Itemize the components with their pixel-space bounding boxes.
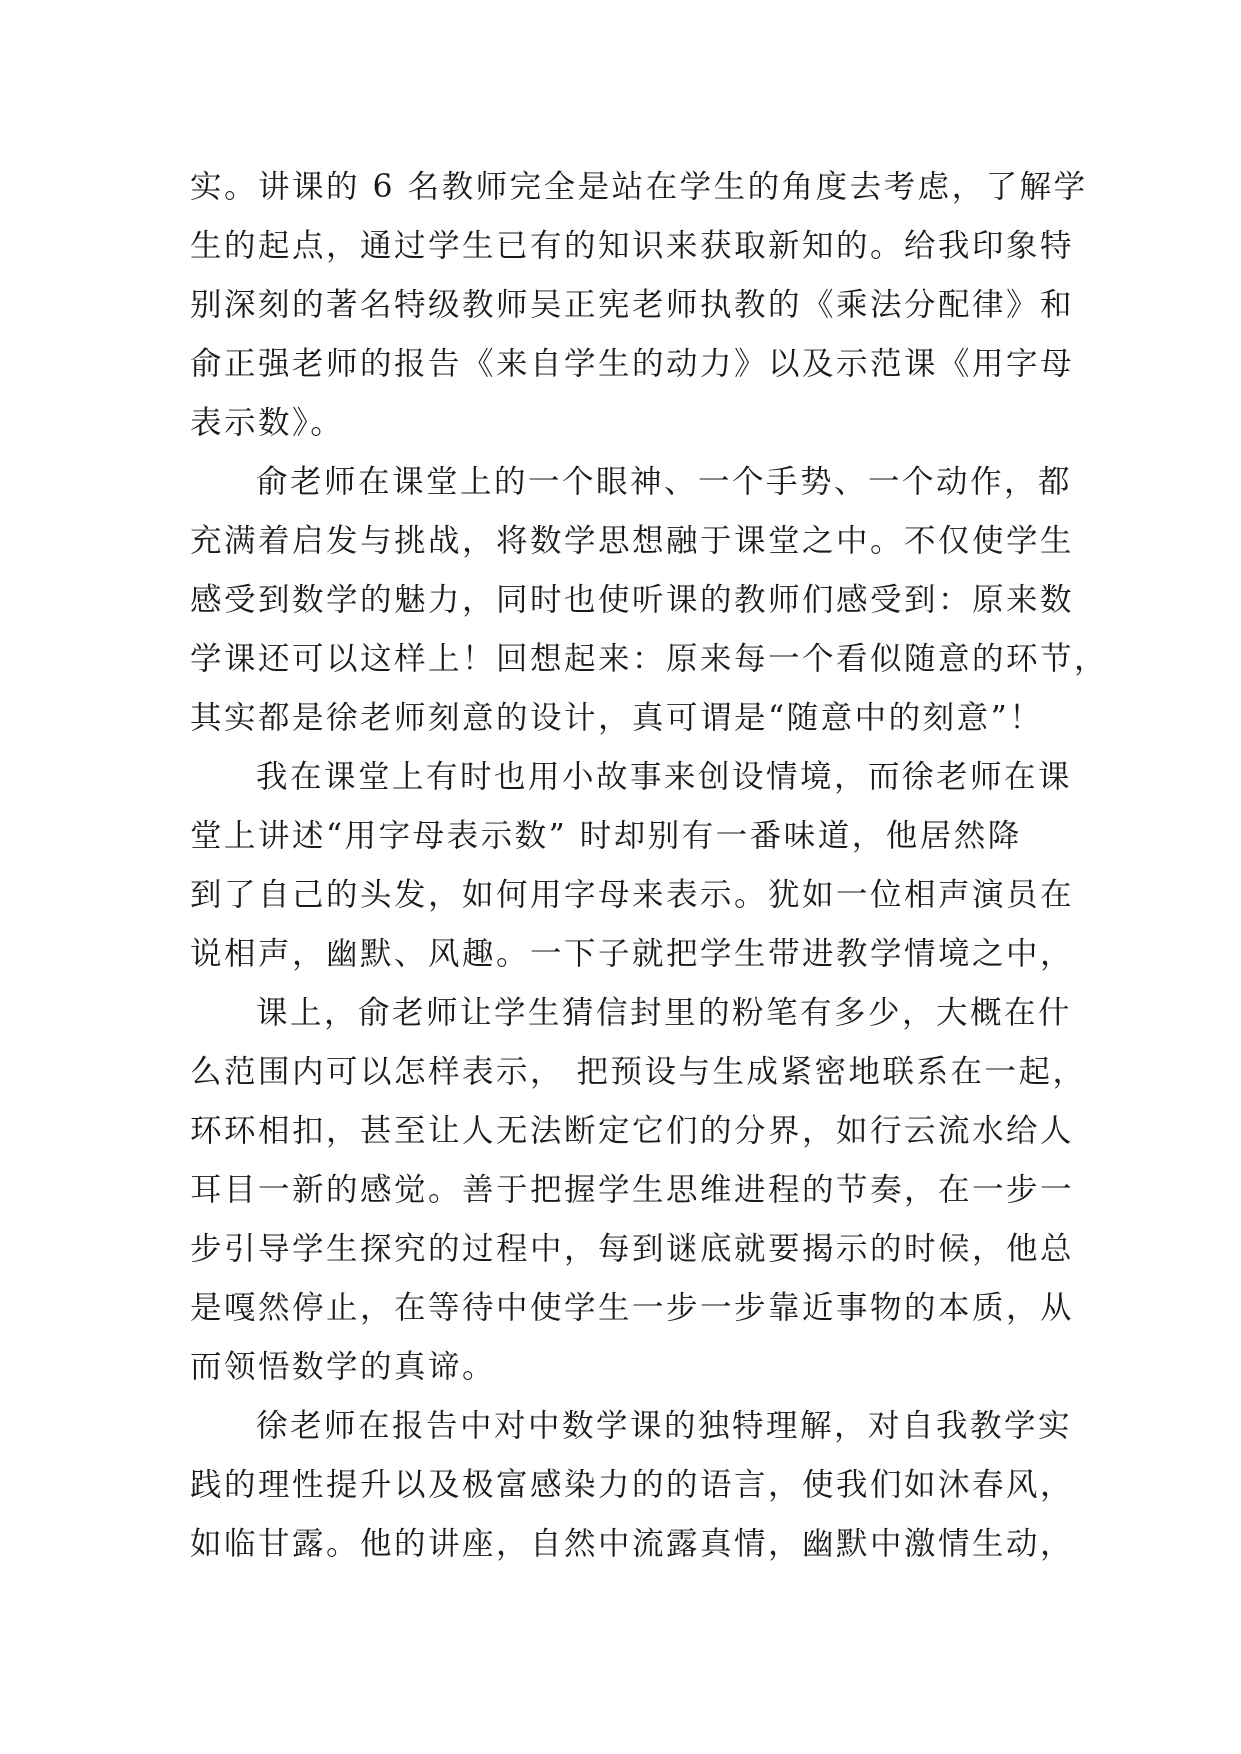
text-line: 耳目一新的感觉。善于把握学生思维进程的节奏，在一步一 [190, 1172, 1075, 1208]
text-line: 是嘎然停止，在等待中使学生一步一步靠近事物的本质，从 [190, 1290, 1075, 1326]
text-line: 其实都是徐老师刻意的设计，真可谓是“随意中的刻意”！ [190, 700, 1044, 736]
text-line: 充满着启发与挑战，将数学思想融于课堂之中。不仅使学生 [190, 523, 1075, 559]
paragraph-start-line: 俞老师在课堂上的一个眼神、一个手势、一个动作，都 [256, 464, 1073, 500]
text-line: 别深刻的著名特级教师吴正宪老师执教的《乘法分配律》和 [190, 287, 1075, 323]
text-line: 生的起点，通过学生已有的知识来获取新知的。给我印象特 [190, 228, 1075, 264]
paragraph-start-line: 我在课堂上有时也用小故事来创设情境，而徐老师在课 [256, 759, 1073, 795]
text-line: 步引导学生探究的过程中，每到谜底就要揭示的时候，他总 [190, 1231, 1075, 1267]
text-line: 堂上讲述“用字母表示数” 时却别有一番味道，他居然降 [190, 818, 1022, 854]
text-line: 表示数》。 [190, 405, 345, 441]
paragraph-start-line: 徐老师在报告中对中数学课的独特理解，对自我教学实 [256, 1408, 1073, 1444]
text-line: 践的理性提升以及极富感染力的的语言，使我们如沐春风， [190, 1467, 1075, 1503]
text-line: 感受到数学的魅力，同时也使听课的教师们感受到：原来数 [190, 582, 1075, 618]
text-line: 实。讲课的 6 名教师完全是站在学生的角度去考虑，了解学 [190, 169, 1088, 205]
text-line: 环环相扣，甚至让人无法断定它们的分界，如行云流水给人 [190, 1113, 1075, 1149]
text-line: 说相声，幽默、风趣。一下子就把学生带进教学情境之中， [190, 936, 1075, 972]
text-line: 到了自己的头发，如何用字母来表示。犹如一位相声演员在 [190, 877, 1075, 913]
text-line: 么范围内可以怎样表示， 把预设与生成紧密地联系在一起， [190, 1054, 1087, 1090]
paragraph-start-line: 课上，俞老师让学生猜信封里的粉笔有多少，大概在什 [256, 995, 1073, 1031]
text-line: 学课还可以这样上！回想起来：原来每一个看似随意的环节， [190, 641, 1109, 677]
text-line: 如临甘露。他的讲座，自然中流露真情，幽默中激情生动， [190, 1526, 1075, 1562]
body-text [190, 158, 1109, 1574]
text-line: 俞正强老师的报告《来自学生的动力》以及示范课《用字母 [190, 346, 1075, 382]
text-line: 而领悟数学的真谛。 [190, 1349, 497, 1385]
